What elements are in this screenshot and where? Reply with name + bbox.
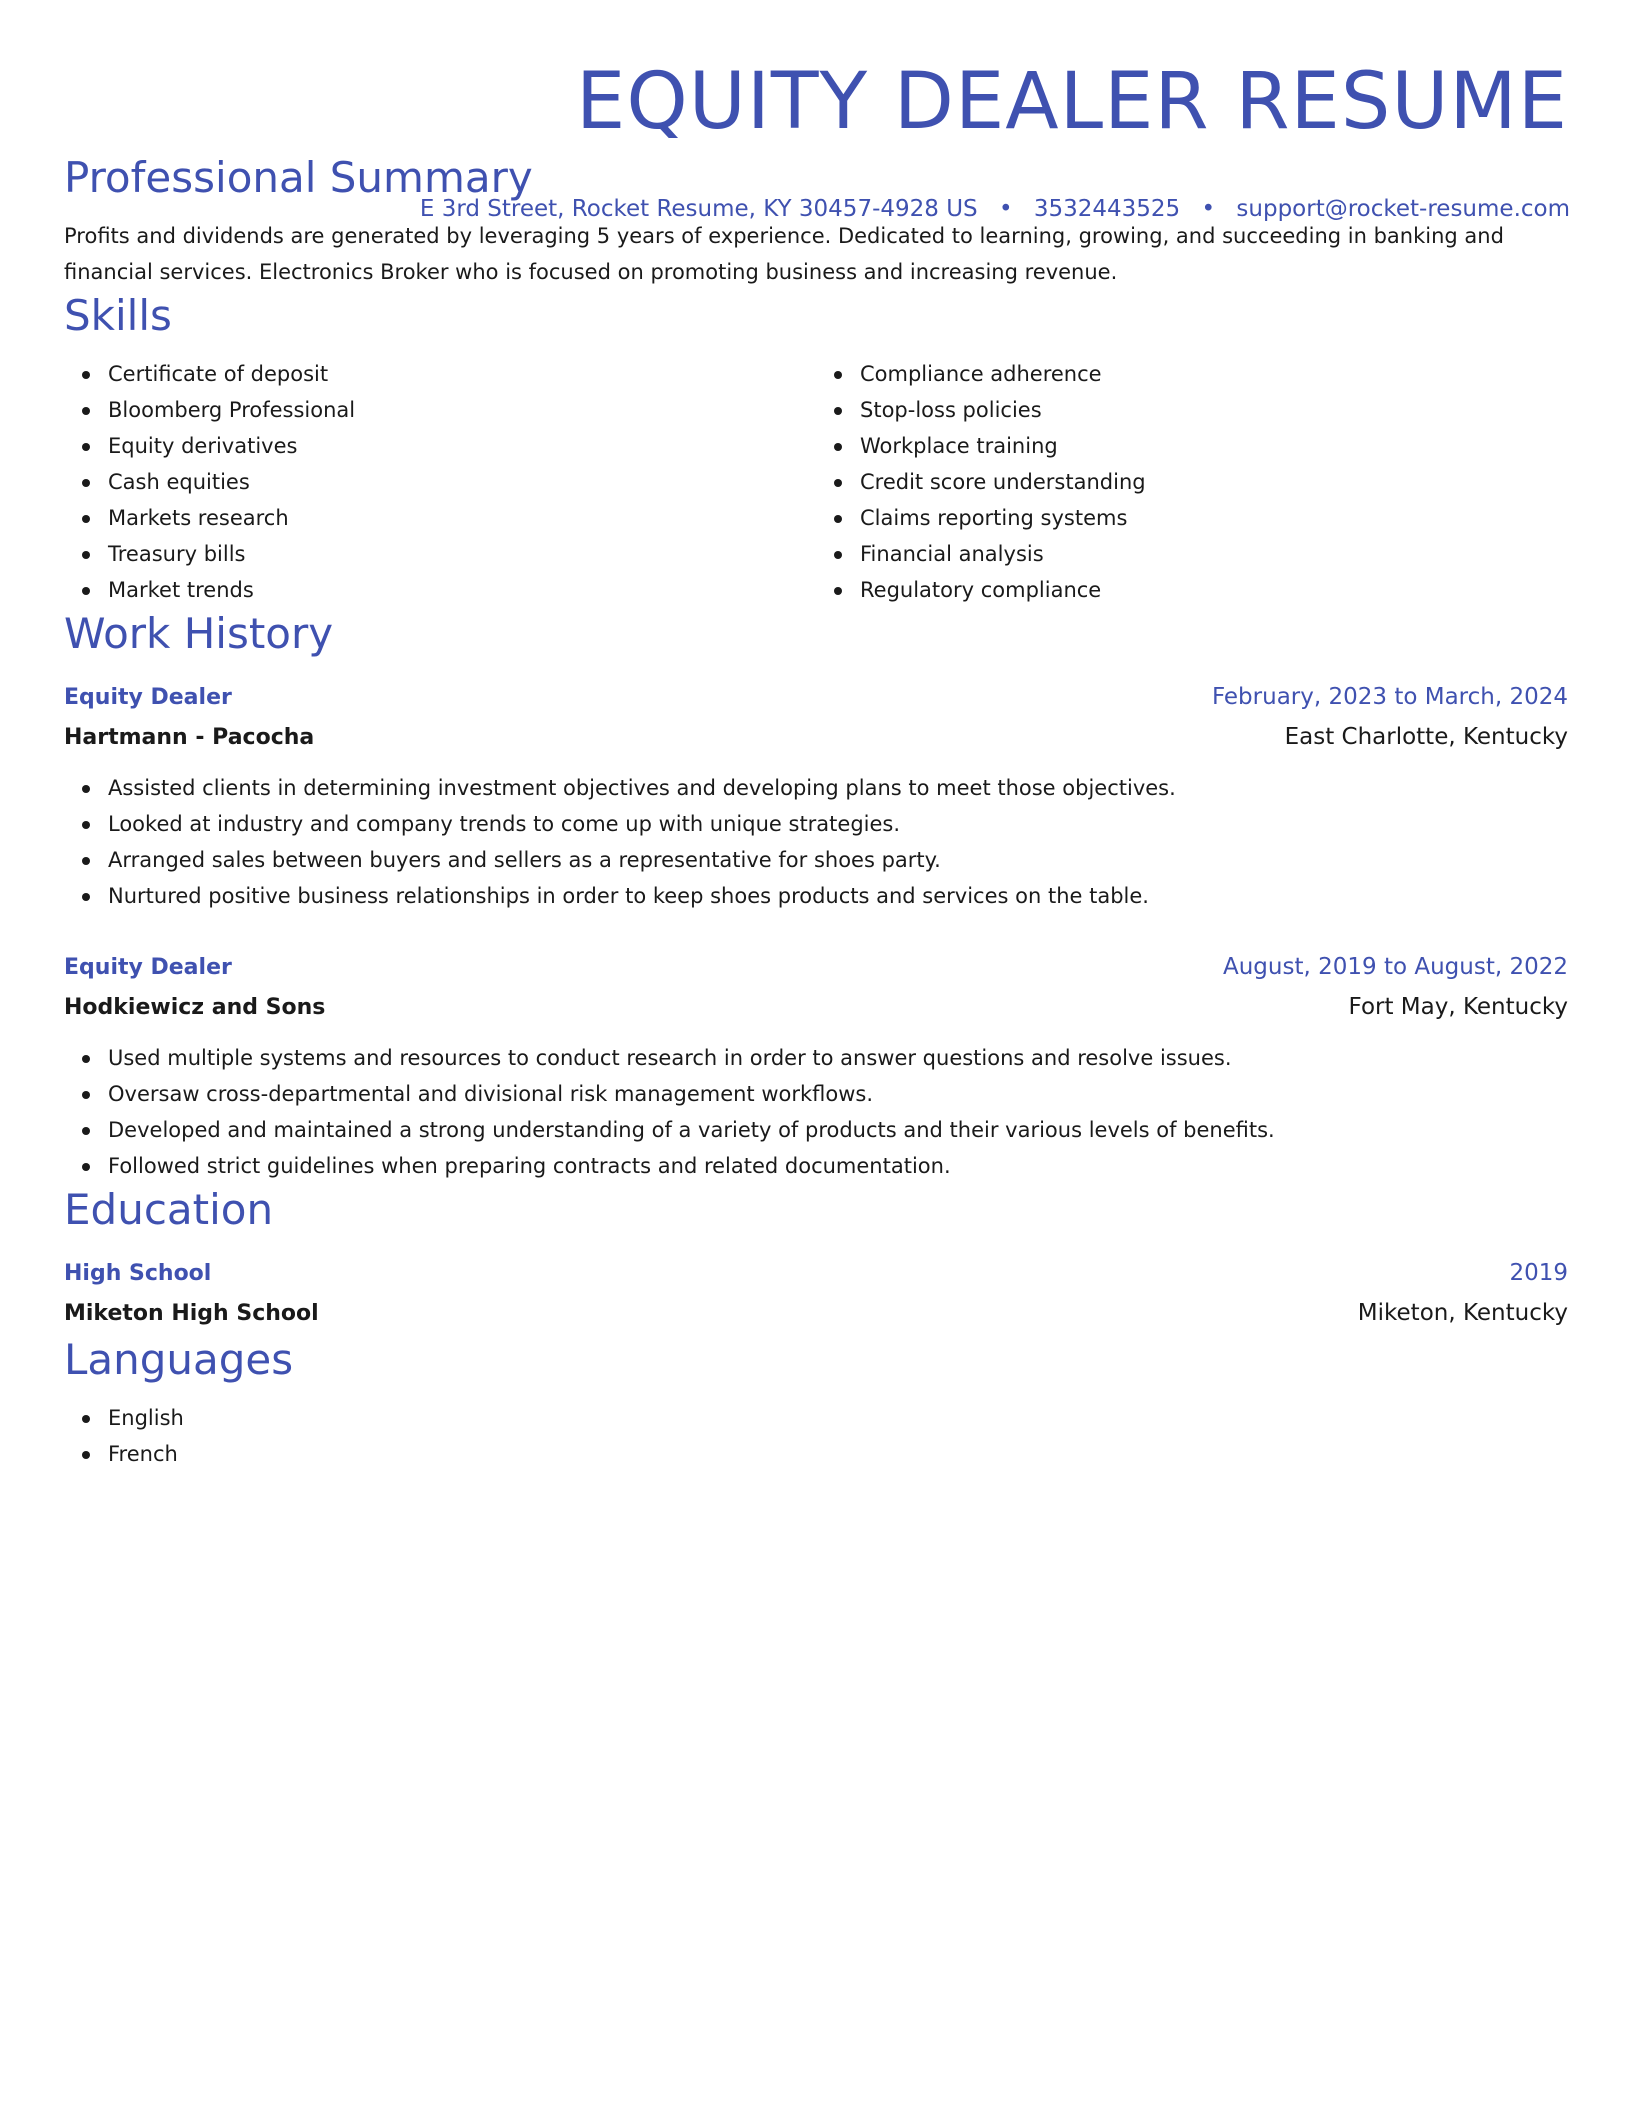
- skill-item: Credit score understanding: [860, 464, 1568, 500]
- language-item: French: [108, 1436, 1568, 1472]
- languages-list: [64, 1400, 1568, 1472]
- education-degree: High School: [64, 1261, 212, 1286]
- job-duty: Arranged sales between buyers and sellers as a representative for shoes party.: [108, 842, 1568, 878]
- contact-email[interactable]: support@rocket-resume.com: [1236, 196, 1570, 222]
- contact-phone: 3532443525: [1033, 196, 1181, 222]
- job-duty: Used multiple systems and resources to conduct research in order to answer questions and resolve issues.: [108, 1040, 1568, 1076]
- summary-heading: Professional Summary: [64, 153, 533, 202]
- job-dates: February, 2023 to March, 2024: [1211, 684, 1568, 710]
- resume-title: EQUITY DEALER RESUME: [576, 57, 1568, 147]
- job-company: Hartmann - Pacocha: [64, 725, 315, 750]
- skill-item: Financial analysis: [860, 536, 1568, 572]
- skill-item: Markets research: [108, 500, 816, 536]
- education-entry: [64, 1254, 1568, 1334]
- education-heading: Education: [64, 1185, 274, 1234]
- job-dates: August, 2019 to August, 2022: [1223, 954, 1568, 980]
- job-duty: Followed strict guidelines when preparing contracts and related documentation.: [108, 1148, 1568, 1184]
- job-title: Equity Dealer: [64, 955, 232, 980]
- job-entry: [64, 678, 1568, 914]
- job-duties: [64, 1040, 1568, 1184]
- education-location: Miketon, Kentucky: [1357, 1300, 1568, 1326]
- job-company: Hodkiewicz and Sons: [64, 995, 326, 1020]
- education-school: Miketon High School: [64, 1301, 319, 1326]
- job-title: Equity Dealer: [64, 685, 232, 710]
- work-history-heading: Work History: [64, 609, 334, 658]
- contact-separator: •: [1201, 196, 1216, 222]
- skills-right-column: [816, 356, 1568, 608]
- skill-item: Cash equities: [108, 464, 816, 500]
- job-entry: [64, 948, 1568, 1184]
- job-duty: Looked at industry and company trends to come up with unique strategies.: [108, 806, 1568, 842]
- skill-item: Workplace training: [860, 428, 1568, 464]
- skill-item: Stop-loss policies: [860, 392, 1568, 428]
- skill-item: Certificate of deposit: [108, 356, 816, 392]
- skill-item: Equity derivatives: [108, 428, 816, 464]
- language-item: English: [108, 1400, 1568, 1436]
- job-duty: Assisted clients in determining investment objectives and developing plans to meet those objectives.: [108, 770, 1568, 806]
- job-location: East Charlotte, Kentucky: [1284, 724, 1568, 750]
- skill-item: Treasury bills: [108, 536, 816, 572]
- job-duty: Developed and maintained a strong understanding of a variety of products and their various levels of benefits.: [108, 1112, 1568, 1148]
- contact-separator: •: [998, 196, 1013, 222]
- languages-heading: Languages: [64, 1335, 294, 1384]
- skill-item: Bloomberg Professional: [108, 392, 816, 428]
- job-duty: Oversaw cross-departmental and divisional risk management workflows.: [108, 1076, 1568, 1112]
- skills-left-column: [64, 356, 816, 608]
- skill-item: Market trends: [108, 572, 816, 608]
- skill-item: Claims reporting systems: [860, 500, 1568, 536]
- skill-item: Compliance adherence: [860, 356, 1568, 392]
- job-duties: [64, 770, 1568, 914]
- contact-address: E 3rd Street, Rocket Resume, KY 30457-4928 US: [419, 196, 978, 222]
- skill-item: Regulatory compliance: [860, 572, 1568, 608]
- job-duty: Nurtured positive business relationships in order to keep shoes products and services on the table.: [108, 878, 1568, 914]
- contact-line: [420, 194, 1570, 224]
- skills-list: [64, 356, 1568, 608]
- skills-heading: Skills: [64, 291, 172, 340]
- job-location: Fort May, Kentucky: [1348, 994, 1568, 1020]
- education-year: 2019: [1509, 1260, 1568, 1286]
- summary-text: Profits and dividends are generated by leveraging 5 years of experience. Dedicated to learning, growing, and succeeding in banking and financial services. Electronics Broker who is focused on promoting business and increasing revenue.: [64, 224, 1504, 284]
